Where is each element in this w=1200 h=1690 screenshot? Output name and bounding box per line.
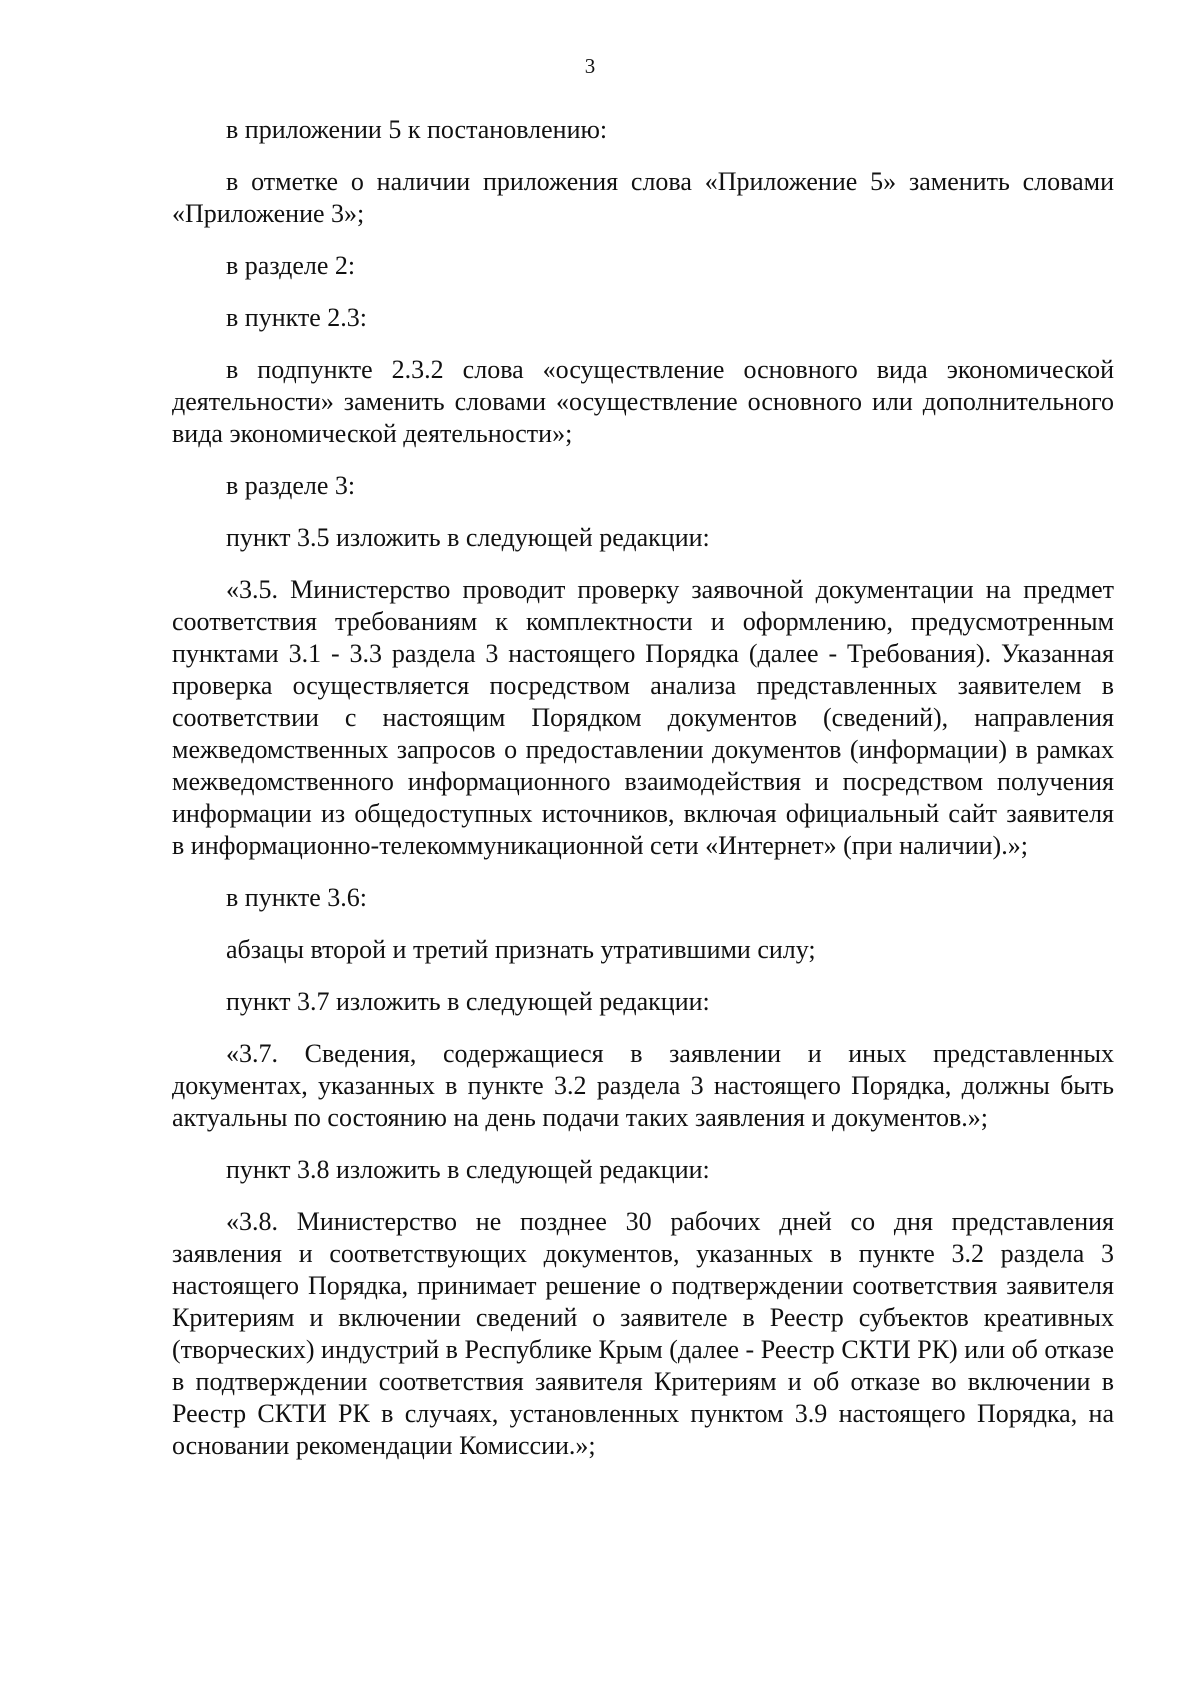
paragraph-point-3-8-intro: пункт 3.8 изложить в следующей редакции: [226, 1155, 710, 1184]
paragraph-point-3-5-intro: пункт 3.5 изложить в следующей редакции: [226, 523, 710, 552]
paragraph-subpoint-2-3-2: в подпункте 2.3.2 слова «осуществление основного вида экономической деятельности» заменить словами «осуществление основного или дополнительного вида экономической деятельности»; [172, 355, 1114, 448]
paragraph-section2: в разделе 2: [226, 251, 356, 280]
paragraph-point-3-7-text: «3.7. Сведения, содержащиеся в заявлении и иных представленных документах, указанных в пункте 3.2 раздела 3 настоящего Порядка, должны быть актуальны по состоянию на день подачи таких заявления и документов.»; [172, 1039, 1114, 1132]
document-body [172, 114, 1114, 1482]
paragraph-abzacy-void: абзацы второй и третий признать утратившими силу; [226, 935, 816, 964]
paragraph-point-3-7-intro: пункт 3.7 изложить в следующей редакции: [226, 987, 710, 1016]
paragraph-annex5-intro: в приложении 5 к постановлению: [226, 115, 608, 144]
paragraph-point-2-3: в пункте 2.3: [226, 303, 368, 332]
paragraph-section3: в разделе 3: [226, 471, 356, 500]
paragraph-point-3-6: в пункте 3.6: [226, 883, 368, 912]
paragraph-point-3-8-text: «3.8. Министерство не позднее 30 рабочих дней со дня представления заявления и соответствующих документов, указанных в пункте 3.2 раздела 3 настоящего Порядка, принимает решение о подтверждении соответствия заявителя Критериям и включении сведений о заявителе в Реестр субъектов креативных (творческих) индустрий в Республике Крым (далее - Реестр СКТИ РК) или об отказе в подтверждении соответствия заявителя Критериям и об отказе во включении в Реестр СКТИ РК в случаях, установленных пунктом 3.9 настоящего Порядка, на основании рекомендации Комиссии.»; [172, 1207, 1114, 1460]
paragraph-annex-mark: в отметке о наличии приложения слова «Приложение 5» заменить словами «Приложение 3»; [172, 167, 1114, 228]
paragraph-point-3-5-text: «3.5. Министерство проводит проверку заявочной документации на предмет соответствия требованиям к комплектности и оформлению, предусмотренным пунктами 3.1 - 3.3 раздела 3 настоящего Порядка (далее - Требования). Указанная проверка осуществляется посредством анализа представленных заявителем в соответствии с настоящим Порядком документов (сведений), направления межведомственных запросов о предоставлении документов (информации) в рамках межведомственного информационного взаимодействия и посредством получения информации из общедоступных источников, включая официальный сайт заявителя в информационно-телекоммуникационной сети «Интернет» (при наличии).»; [172, 575, 1114, 860]
page-number: 3 [584, 54, 596, 78]
